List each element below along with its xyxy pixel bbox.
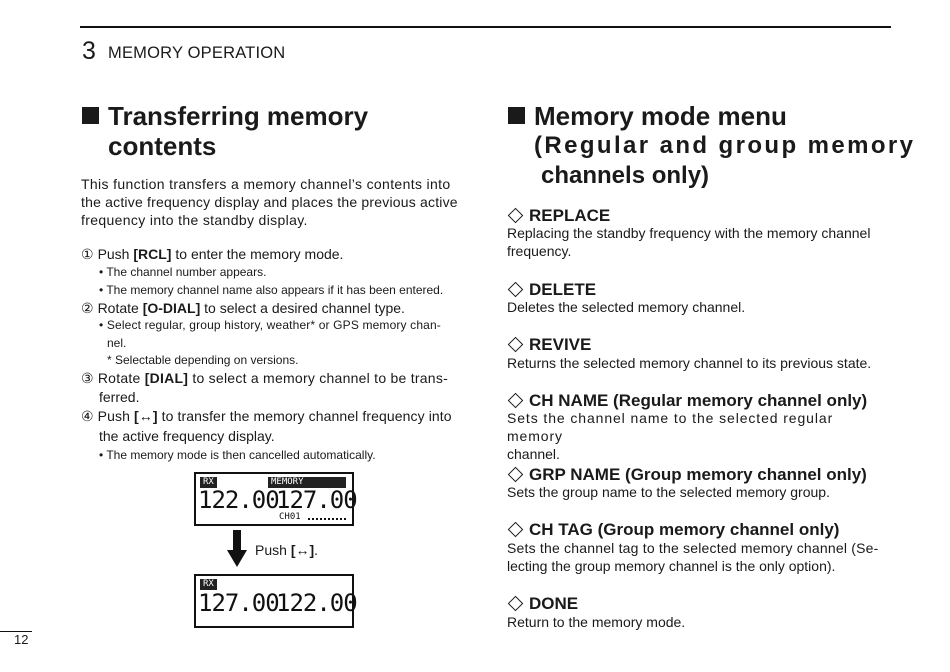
step-1-note: • The memory channel name also appears if it has been entered. [99, 283, 444, 297]
section-heading-subtitle-cont: channels only) [541, 162, 710, 189]
menu-item-desc: Sets the group name to the selected memory group. [507, 484, 830, 500]
step-1: ① Push [RCL] to enter the memory mode. [81, 246, 344, 262]
chapter-number: 3 [82, 37, 96, 65]
intro-paragraph: This function transfers a memory channel’s contents into the active frequency display and places the previous active frequency into the standby display. [81, 176, 458, 228]
section-heading-memory-menu: Memory mode menu [508, 101, 787, 131]
menu-item-done: DONE [507, 594, 578, 614]
active-frequency: 122.00 [198, 486, 279, 514]
menu-item-desc: Replacing the standby frequency with the memory channel frequency. [507, 225, 871, 259]
rcl-key: [RCL] [133, 246, 172, 262]
o-dial-key: [O-DIAL] [142, 300, 201, 316]
header-rule [80, 26, 891, 28]
standby-frequency: 122.00 [276, 589, 357, 617]
chapter-title: MEMORY OPERATION [108, 44, 286, 62]
channel-number: CH01 [279, 512, 301, 522]
step-2: ② Rotate [O-DIAL] to select a desired channel type. [81, 300, 405, 316]
diamond-icon [508, 208, 524, 224]
step-3: ③ Rotate [DIAL] to select a memory channel to be trans- [81, 370, 448, 386]
diamond-icon [508, 522, 524, 538]
page-number: 12 [14, 632, 29, 647]
step-2-note: • Select regular, group history, weather* or GPS memory chan- [99, 318, 441, 332]
menu-item-desc: Deletes the selected memory channel. [507, 299, 746, 315]
menu-item-desc: Sets the channel name to the selected regular memory channel. [507, 410, 834, 462]
square-bullet-icon [508, 107, 525, 124]
menu-item-ch-name: CH NAME (Regular memory channel only) [507, 391, 867, 411]
section-heading-transfer-cont: contents [108, 131, 217, 161]
diamond-icon [508, 337, 524, 353]
step-3-cont: ferred. [99, 389, 140, 405]
diamond-icon [508, 467, 524, 483]
section-heading-transfer: Transferring memory [82, 101, 368, 131]
diamond-icon [508, 596, 524, 612]
menu-item-desc: Sets the channel tag to the selected memory channel (Se- lecting the group memory channel is the only option). [507, 540, 879, 574]
down-arrow-icon [227, 530, 247, 568]
menu-item-revive: REVIVE [507, 335, 591, 355]
channel-name-dots [308, 518, 346, 520]
menu-item-desc: Returns the selected memory channel to its previous state. [507, 355, 872, 371]
lcd-display-before [194, 472, 357, 526]
step-2-footnote: * Selectable depending on versions. [107, 353, 299, 367]
push-label: Push [↔]. [255, 542, 319, 558]
step-4-note: • The memory mode is then cancelled automatically. [99, 448, 376, 462]
menu-item-replace: REPLACE [507, 206, 610, 226]
menu-item-grp-name: GRP NAME (Group memory channel only) [507, 465, 867, 485]
diamond-icon [508, 282, 524, 298]
step-1-note: • The channel number appears. [99, 265, 267, 279]
square-bullet-icon [82, 107, 99, 124]
memory-indicator: MEMORY [268, 477, 346, 488]
rx-indicator: RX [200, 477, 217, 488]
diamond-icon [508, 393, 524, 409]
swap-key: [↔] [133, 408, 158, 424]
step-4-cont: the active frequency display. [99, 428, 275, 444]
lcd-display-after [194, 574, 357, 628]
standby-frequency: 127.00 [276, 486, 357, 514]
step-2-note: nel. [107, 336, 127, 350]
menu-item-delete: DELETE [507, 280, 596, 300]
menu-item-ch-tag: CH TAG (Group memory channel only) [507, 520, 839, 540]
section-heading-subtitle: (Regular and group memory [534, 132, 916, 159]
menu-item-desc: Return to the memory mode. [507, 614, 686, 630]
dial-key: [DIAL] [144, 370, 189, 386]
step-4: ④ Push [↔] to transfer the memory channel frequency into [81, 408, 452, 424]
active-frequency: 127.00 [198, 589, 279, 617]
rx-indicator: RX [200, 579, 217, 590]
